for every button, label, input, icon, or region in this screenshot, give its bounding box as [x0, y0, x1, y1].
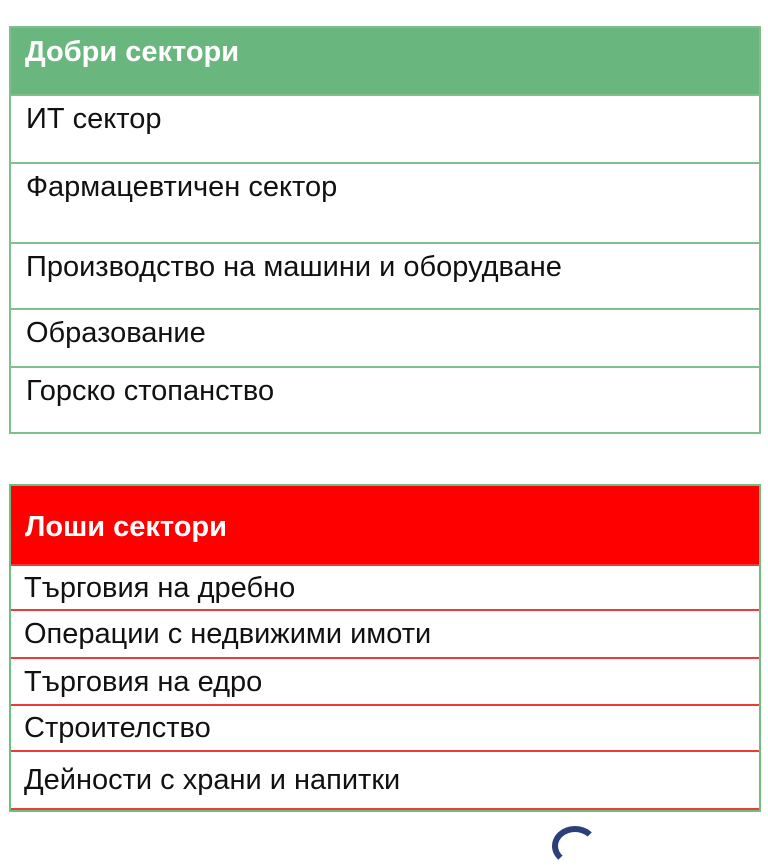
bad-sectors-table — [9, 484, 761, 812]
table-row: Фармацевтичен сектор — [11, 162, 759, 242]
table-row: Търговия на едро — [11, 657, 759, 704]
bad-sectors-header: Лоши сектори — [11, 486, 759, 564]
table-row: Строителство — [11, 704, 759, 750]
good-sectors-table — [9, 26, 761, 434]
good-sectors-header: Добри сектори — [11, 28, 759, 94]
table-row: Дейности с храни и напитки — [11, 750, 759, 810]
table-row: ИТ сектор — [11, 94, 759, 162]
table-row: Производство на машини и оборудване — [11, 242, 759, 308]
table-row: Горско стопанство — [11, 366, 759, 432]
table-row: Търговия на дребно — [11, 564, 759, 609]
table-row: Образование — [11, 308, 759, 366]
partial-logo-mark — [552, 826, 598, 866]
table-row: Операции с недвижими имоти — [11, 609, 759, 657]
